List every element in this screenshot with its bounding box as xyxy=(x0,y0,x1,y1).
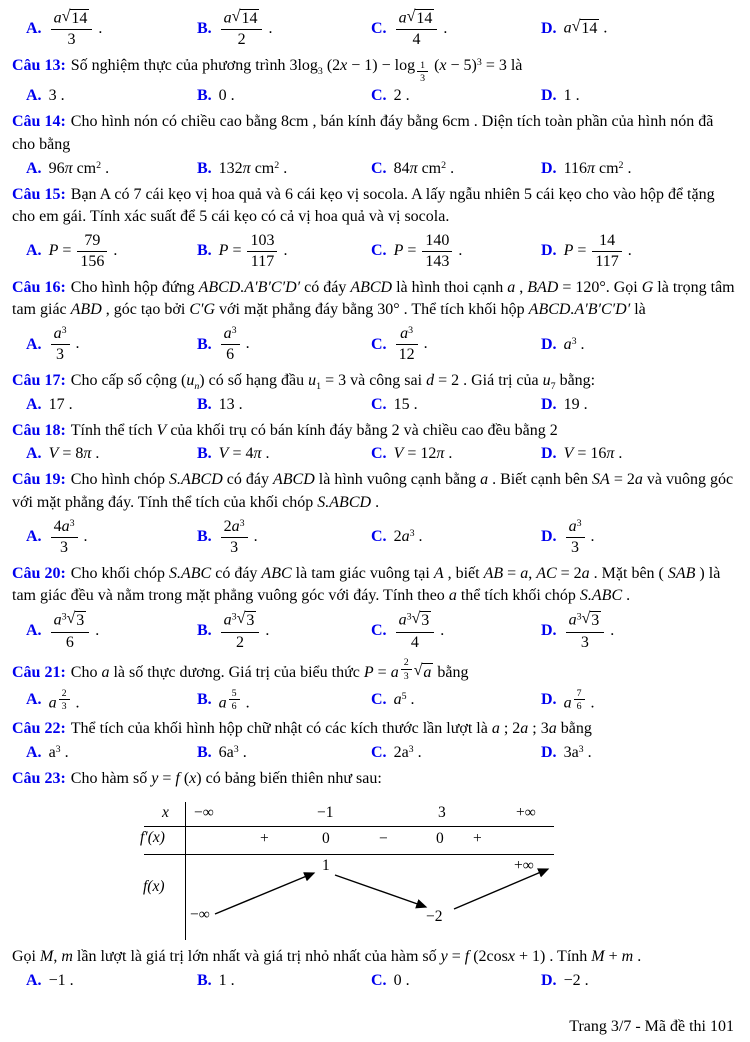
answer-letter: B. xyxy=(197,528,212,546)
variation-arrows xyxy=(132,854,564,940)
answer-option xyxy=(197,518,371,557)
answer-letter: A. xyxy=(26,743,42,761)
answer-letter: C. xyxy=(371,87,387,105)
answer-option xyxy=(371,9,541,49)
answer-letter: B. xyxy=(197,87,212,105)
answer-value: 3 . xyxy=(48,87,65,105)
answer-letter: D. xyxy=(541,690,557,708)
answer-letter: B. xyxy=(197,445,212,463)
answer-letter: C. xyxy=(371,20,387,38)
answer-value: 132π $cm^2$ . xyxy=(218,159,288,177)
answer-value: $3a^3$ . xyxy=(563,743,592,761)
answer-value: 19 . xyxy=(563,395,588,413)
question-block xyxy=(12,184,738,271)
answer-letter: B. xyxy=(197,622,212,640)
answer-option xyxy=(541,87,738,105)
answer-letter: D. xyxy=(541,528,557,546)
answer-value: V = 16π . xyxy=(563,445,623,463)
answer-row xyxy=(12,325,738,364)
answer-letter: B. xyxy=(197,743,212,761)
answer-letter: D. xyxy=(541,972,557,989)
answer-letter: A. xyxy=(26,335,42,353)
question-label: Câu 20: xyxy=(12,564,66,582)
answer-letter: B. xyxy=(197,20,212,38)
answer-value: 96π $cm^2$ . xyxy=(48,159,110,177)
answer-value: $\frac{a^3}{3}$ . xyxy=(49,325,80,364)
variation-table xyxy=(132,802,564,940)
answer-row xyxy=(12,396,738,414)
answer-value: $a^3$ √ 3 2 . xyxy=(219,611,270,651)
question-label: Câu 19: xyxy=(12,471,66,489)
answer-value: a √ 14 3 . xyxy=(49,9,103,49)
answer-letter: D. xyxy=(541,335,557,353)
answer-option xyxy=(371,232,541,271)
answer-letter: D. xyxy=(541,743,557,761)
answer-row xyxy=(12,445,738,463)
answer-letter: C. xyxy=(371,335,387,353)
answer-value: $\frac{a^3}{3}$ . xyxy=(564,518,595,557)
question-text: Cho hình chóp S.ABCD có đáy ABCD là hình vuông cạnh bằng a . Biết cạnh bên SA = 2a và vuông góc với mặt phẳng đáy. Tính thể tích của khối chóp S.ABCD . xyxy=(12,471,734,512)
answer-option xyxy=(541,336,738,354)
answer-letter: C. xyxy=(371,972,387,989)
question-label: Câu 16: xyxy=(12,278,66,296)
question-text-line xyxy=(12,55,738,84)
x-value: 3 xyxy=(438,804,446,822)
question-label: Câu 18: xyxy=(12,421,66,439)
question-text: Cho a là số thực dương. Giá trị của biểu thức P = a $^{\frac{2}{3}}$ √ a bằng xyxy=(70,657,469,682)
answer-option xyxy=(541,744,738,762)
question-label: Câu 22: xyxy=(12,719,66,737)
answer-option xyxy=(197,325,371,364)
answer-option xyxy=(371,87,541,105)
question-label: Câu 14: xyxy=(12,113,66,131)
arrow-up-icon xyxy=(215,873,314,914)
table-header-f: f(x) xyxy=(143,878,165,896)
answer-value: V = 8π . xyxy=(48,445,100,463)
question-text-line xyxy=(12,184,738,229)
answer-value: a $^{\frac{2}{3}}$ . xyxy=(48,687,80,712)
answer-row xyxy=(12,160,738,178)
answer-letter: B. xyxy=(197,159,212,177)
answer-value: 0 . xyxy=(218,87,235,105)
answer-value: $a^5$ . xyxy=(393,690,415,708)
question-text-line xyxy=(12,718,738,741)
answer-row xyxy=(12,688,738,712)
answer-value: 116π $cm^2$ . xyxy=(563,159,632,177)
answer-letter: A. xyxy=(26,20,42,38)
answer-letter: B. xyxy=(197,690,212,708)
answer-letter: C. xyxy=(371,445,387,463)
answer-value: P = $\frac{140}{143}$ . xyxy=(393,231,463,270)
answer-option xyxy=(541,611,738,651)
question-text-line xyxy=(12,111,738,156)
answer-option xyxy=(26,518,197,557)
answer-letter: A. xyxy=(26,242,42,260)
page-footer: Trang 3/7 - Mã đề thi 101 xyxy=(569,1018,734,1035)
answer-option xyxy=(197,232,371,271)
answer-letter: C. xyxy=(371,242,387,260)
answer-option xyxy=(197,688,371,712)
answer-value: 1 . xyxy=(563,87,580,105)
answer-option xyxy=(26,87,197,105)
answer-value: $\frac{a^3}{6}$ . xyxy=(219,325,250,364)
answer-value: V = 4π . xyxy=(218,445,270,463)
question-text: Cho hình nón có chiều cao bằng 8cm , bán kính đáy bằng 6cm . Diện tích toàn phần của hình nón đã cho bằng xyxy=(12,113,714,153)
answer-value: $\frac{a^3}{12}$ . xyxy=(394,325,428,364)
table-header-fprime: f′(x) xyxy=(140,829,165,847)
answer-value: a $^{\frac{5}{6}}$ . xyxy=(218,687,250,712)
f-local-max: 1 xyxy=(322,857,330,875)
answer-value: −1 . xyxy=(48,972,74,989)
answer-option xyxy=(26,160,197,178)
question-block xyxy=(12,469,738,556)
question-text-line xyxy=(12,277,738,322)
answer-row xyxy=(12,972,738,990)
answer-letter: B. xyxy=(197,972,212,989)
answer-option xyxy=(371,744,541,762)
answer-letter: B. xyxy=(197,242,212,260)
answer-letter: A. xyxy=(26,87,42,105)
question-block xyxy=(12,111,738,177)
answer-letter: A. xyxy=(26,395,42,413)
fprime-sign: + xyxy=(260,830,269,848)
answer-value: $6a^3$ . xyxy=(218,743,247,761)
answer-value: P = $\frac{14}{117}$ . xyxy=(563,231,632,270)
answer-option xyxy=(26,445,197,463)
question-label: Câu 21: xyxy=(12,663,66,681)
answer-option xyxy=(541,396,738,414)
answer-option xyxy=(541,518,738,557)
answer-option xyxy=(371,445,541,463)
answer-row xyxy=(12,518,738,557)
answer-value: $\frac{2a^3}{3}$ . xyxy=(219,518,258,557)
question-label: Câu 23: xyxy=(12,769,66,787)
answer-option xyxy=(371,325,541,364)
answer-letter: C. xyxy=(371,395,387,413)
question-label: Câu 15: xyxy=(12,185,66,203)
answer-option xyxy=(26,396,197,414)
question-text-line xyxy=(12,469,738,514)
fprime-sign: − xyxy=(379,830,388,848)
answer-value: 15 . xyxy=(393,395,418,413)
answer-letter: D. xyxy=(541,87,557,105)
answer-letter: A. xyxy=(26,622,42,640)
answer-row-previous-question xyxy=(12,9,738,49)
answer-value: P = $\frac{103}{117}$ . xyxy=(218,231,288,270)
answer-option xyxy=(26,688,197,712)
f-limit-left: −∞ xyxy=(190,906,210,924)
answer-value: a √ 14 2 . xyxy=(219,9,273,49)
answer-letter: B. xyxy=(197,335,212,353)
question-text-line xyxy=(12,657,738,684)
answer-letter: B. xyxy=(197,395,212,413)
question-block xyxy=(12,55,738,105)
answer-option xyxy=(541,972,738,990)
answer-option xyxy=(197,972,371,990)
answer-value: 17 . xyxy=(48,395,73,413)
answer-option xyxy=(26,744,197,762)
question-block xyxy=(12,277,738,364)
answer-letter: C. xyxy=(371,690,387,708)
question-block xyxy=(12,657,738,711)
answer-option xyxy=(197,396,371,414)
answer-option xyxy=(197,9,371,49)
question-text: Số nghiệm thực của phương trình $3\log_3$ (2x − 1) − log $_{\frac{1}{3}}$ $(x - 5)^3 = 3$ là xyxy=(70,57,523,84)
answer-value: 84π $cm^2$ . xyxy=(393,159,455,177)
answer-value: 1 . xyxy=(218,972,235,989)
x-value: +∞ xyxy=(516,804,536,822)
answer-letter: D. xyxy=(541,242,557,260)
answer-option xyxy=(26,325,197,364)
question-text-line xyxy=(12,370,738,393)
question-note: Gọi M, m lần lượt là giá trị lớn nhất và giá trị nhỏ nhất của hàm số y = f (2cosx + 1) . Tính M + m . xyxy=(12,948,642,966)
question-label: Câu 17: xyxy=(12,372,66,390)
answer-row xyxy=(12,232,738,271)
question-text: Thể tích của khối hình hộp chữ nhật có các kích thước lần lượt là a ; 2a ; 3a bằng xyxy=(70,719,592,737)
table-horizontal-line xyxy=(144,826,554,827)
answer-letter: D. xyxy=(541,445,557,463)
question-text: Cho khối chóp S.ABC có đáy ABC là tam giác vuông tại A , biết AB = a, AC = 2a . Mặt bên ( SAB ) là tam giác đều và nằm trong mặt phẳng vuông góc với đáy. Tính theo a thể tích khối chóp S.ABC . xyxy=(12,564,721,605)
answer-letter: C. xyxy=(371,528,387,546)
question-block xyxy=(12,370,738,414)
fprime-sign: 0 xyxy=(436,830,444,848)
answer-value: 13 . xyxy=(218,395,243,413)
answer-option xyxy=(371,691,541,709)
answer-option xyxy=(541,688,738,712)
answer-letter: D. xyxy=(541,20,557,38)
answer-value: a √ 14 . xyxy=(563,18,608,38)
answer-option xyxy=(541,19,738,38)
answer-value: $\frac{4a^3}{3}$ . xyxy=(49,518,88,557)
answer-value: V = 12π . xyxy=(393,445,453,463)
answer-option xyxy=(197,611,371,651)
answer-letter: D. xyxy=(541,622,557,640)
x-value: −∞ xyxy=(194,804,214,822)
answer-option xyxy=(371,528,541,546)
answer-letter: A. xyxy=(26,528,42,546)
answer-letter: D. xyxy=(541,159,557,177)
answer-option xyxy=(541,232,738,271)
answer-letter: A. xyxy=(26,445,42,463)
answer-letter: A. xyxy=(26,159,42,177)
answer-letter: A. xyxy=(26,972,42,989)
answer-option xyxy=(197,87,371,105)
answer-letter: C. xyxy=(371,743,387,761)
answer-letter: A. xyxy=(26,690,42,708)
question-block-23 xyxy=(12,768,738,990)
answer-row xyxy=(12,611,738,651)
answer-value: $2a^3$ . xyxy=(393,743,422,761)
question-block xyxy=(12,718,738,762)
answer-option xyxy=(26,232,197,271)
question-text-line xyxy=(12,420,738,443)
table-header-x: x xyxy=(162,804,169,822)
question-label: Câu 13: xyxy=(12,57,66,75)
answer-value: $a^3$ √ 3 3 . xyxy=(564,611,615,651)
answer-option xyxy=(371,611,541,651)
answer-option xyxy=(541,160,738,178)
answer-option xyxy=(26,9,197,49)
question-text: Cho cấp số cộng $(u_n)$ có số hạng đầu $u_1 = 3$ và công sai d = 2 . Giá trị của $u_7$ bằng: xyxy=(70,372,596,392)
question-text: Tính thể tích V của khối trụ có bán kính đáy bằng 2 và chiều cao đều bằng 2 xyxy=(70,421,558,439)
answer-value: 0 . xyxy=(393,972,410,989)
arrow-down-icon xyxy=(335,875,426,907)
question-text: Cho hàm số y = f (x) có bảng biến thiên như sau: xyxy=(70,769,382,787)
answer-value: $a^3$ . xyxy=(563,335,585,353)
answer-option xyxy=(26,972,197,990)
question-text-line xyxy=(12,563,738,608)
answer-option xyxy=(541,445,738,463)
answer-option xyxy=(197,445,371,463)
answer-row xyxy=(12,744,738,762)
question-block xyxy=(12,420,738,464)
answer-value: $a^3$ √ 3 6 . xyxy=(49,611,100,651)
answer-option xyxy=(26,611,197,651)
answer-value: $a^3$ √ 3 4 . xyxy=(394,611,445,651)
question-text: Cho hình hộp đứng ABCD.A′B′C′D′ có đáy ABCD là hình thoi cạnh a , BAD = 120°. Gọi G là trọng tâm tam giác ABD , góc tạo bởi C′G với mặt phẳng đáy bằng 30° . Thể tích khối hộp ABCD.A′B′C′D′ là xyxy=(12,278,735,319)
f-local-min: −2 xyxy=(426,908,443,926)
question-text-line xyxy=(12,768,738,791)
answer-letter: C. xyxy=(371,622,387,640)
arrow-up-icon xyxy=(454,869,548,909)
answer-value: $a^3$ . xyxy=(48,743,69,761)
answer-option xyxy=(197,160,371,178)
question-list xyxy=(12,55,738,761)
answer-row xyxy=(12,87,738,105)
answer-value: 2 . xyxy=(393,87,410,105)
question-block xyxy=(12,563,738,652)
answer-value: P = $\frac{79}{156}$ . xyxy=(48,231,118,270)
fprime-sign: 0 xyxy=(322,830,330,848)
answer-letter: C. xyxy=(371,159,387,177)
f-limit-right: +∞ xyxy=(514,857,534,875)
answer-option xyxy=(371,396,541,414)
answer-option xyxy=(371,972,541,990)
answer-option xyxy=(197,744,371,762)
fprime-sign: + xyxy=(473,830,482,848)
x-value: −1 xyxy=(317,804,334,822)
answer-option xyxy=(371,160,541,178)
answer-value: a √ 14 4 . xyxy=(394,9,448,49)
answer-value: a $^{\frac{7}{6}}$ . xyxy=(563,687,595,712)
question-text: Bạn A có 7 cái kẹo vị hoa quả và 6 cái kẹo vị socola. A lấy ngẫu nhiên 5 cái kẹo cho vào hộp để tặng cho em gái. Tính xác suất để 5 cái kẹo có cả vị hoa quả và vị socola. xyxy=(12,185,715,226)
answer-value: $2a^3$ . xyxy=(393,528,423,546)
answer-value: −2 . xyxy=(563,972,589,989)
answer-letter: D. xyxy=(541,395,557,413)
